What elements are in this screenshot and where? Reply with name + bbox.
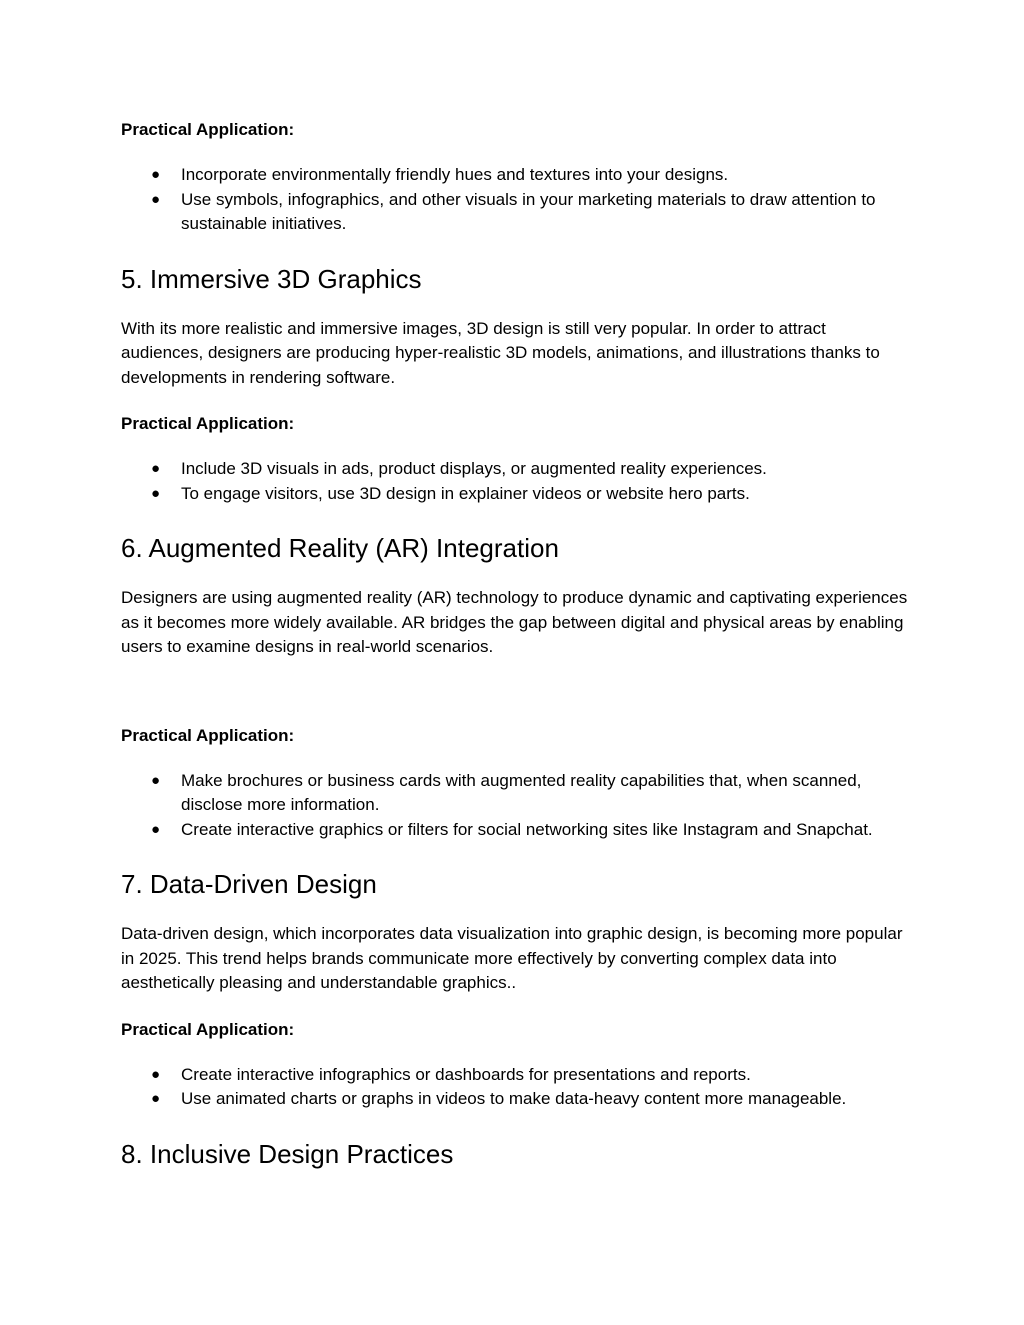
bullet-list	[121, 1063, 911, 1112]
bullet-icon: ●	[151, 771, 161, 789]
section-paragraph: With its more realistic and immersive images, 3D design is still very popular. In order to attract audiences, designers are producing hyper-realistic 3D models, animations, and illustrations thanks to developments in rendering software.	[121, 318, 880, 387]
list-item: ● Create interactive graphics or filters for social networking sites like Instagram and Snapchat.	[121, 818, 911, 843]
bullet-list	[121, 457, 911, 506]
bullet-icon: ●	[151, 1065, 161, 1083]
list-item: ● Make brochures or business cards with augmented reality capabilities that, when scanned, disclose more information.	[151, 770, 862, 814]
bullet-icon: ●	[151, 460, 161, 477]
list-item: ● Include 3D visuals in ads, product displays, or augmented reality experiences.	[121, 457, 911, 482]
bullet-list	[121, 163, 911, 237]
bullet-icon: ●	[151, 820, 161, 838]
bullet-icon: ●	[151, 1090, 161, 1107]
list-item: ● To engage visitors, use 3D design in explainer videos or website hero parts.	[121, 482, 911, 507]
section-heading: 8. Inclusive Design Practices	[121, 1138, 454, 1169]
bullet-list	[121, 769, 911, 843]
practical-application-label: Practical Application:	[121, 1019, 295, 1039]
section-heading: 6. Augmented Reality (AR) Integration	[121, 533, 559, 563]
practical-application-label: Practical Application:	[121, 414, 295, 433]
section-paragraph: Data-driven design, which incorporates data visualization into graphic design, is becoming more popular in 2025. This trend helps brands communicate more effectively by converting complex data into aesthetically pleasing and understandable graphics..	[121, 924, 903, 992]
practical-application-label: Practical Application:	[121, 120, 295, 139]
bullet-icon: ●	[151, 190, 161, 208]
bullet-icon: ●	[151, 484, 161, 502]
document-page	[121, 118, 911, 1170]
list-item: ● Use symbols, infographics, and other visuals in your marketing materials to draw attention to sustainable initiatives.	[151, 189, 876, 233]
section-heading: 5. Immersive 3D Graphics	[121, 263, 422, 294]
list-item: ● Incorporate environmentally friendly hues and textures into your designs.	[121, 163, 911, 188]
bullet-icon: ●	[151, 166, 161, 183]
practical-application-label: Practical Application:	[121, 725, 295, 745]
section-heading: 7. Data-Driven Design	[121, 869, 377, 899]
list-item: ● Create interactive infographics or dashboards for presentations and reports.	[121, 1063, 911, 1088]
section-paragraph: Designers are using augmented reality (AR) technology to produce dynamic and captivating experiences as it becomes more widely available. AR bridges the gap between digital and physical areas by enabling users to examine designs in real-world scenarios.	[121, 588, 908, 656]
list-item: ● Use animated charts or graphs in videos to make data-heavy content more manageable.	[121, 1087, 911, 1112]
